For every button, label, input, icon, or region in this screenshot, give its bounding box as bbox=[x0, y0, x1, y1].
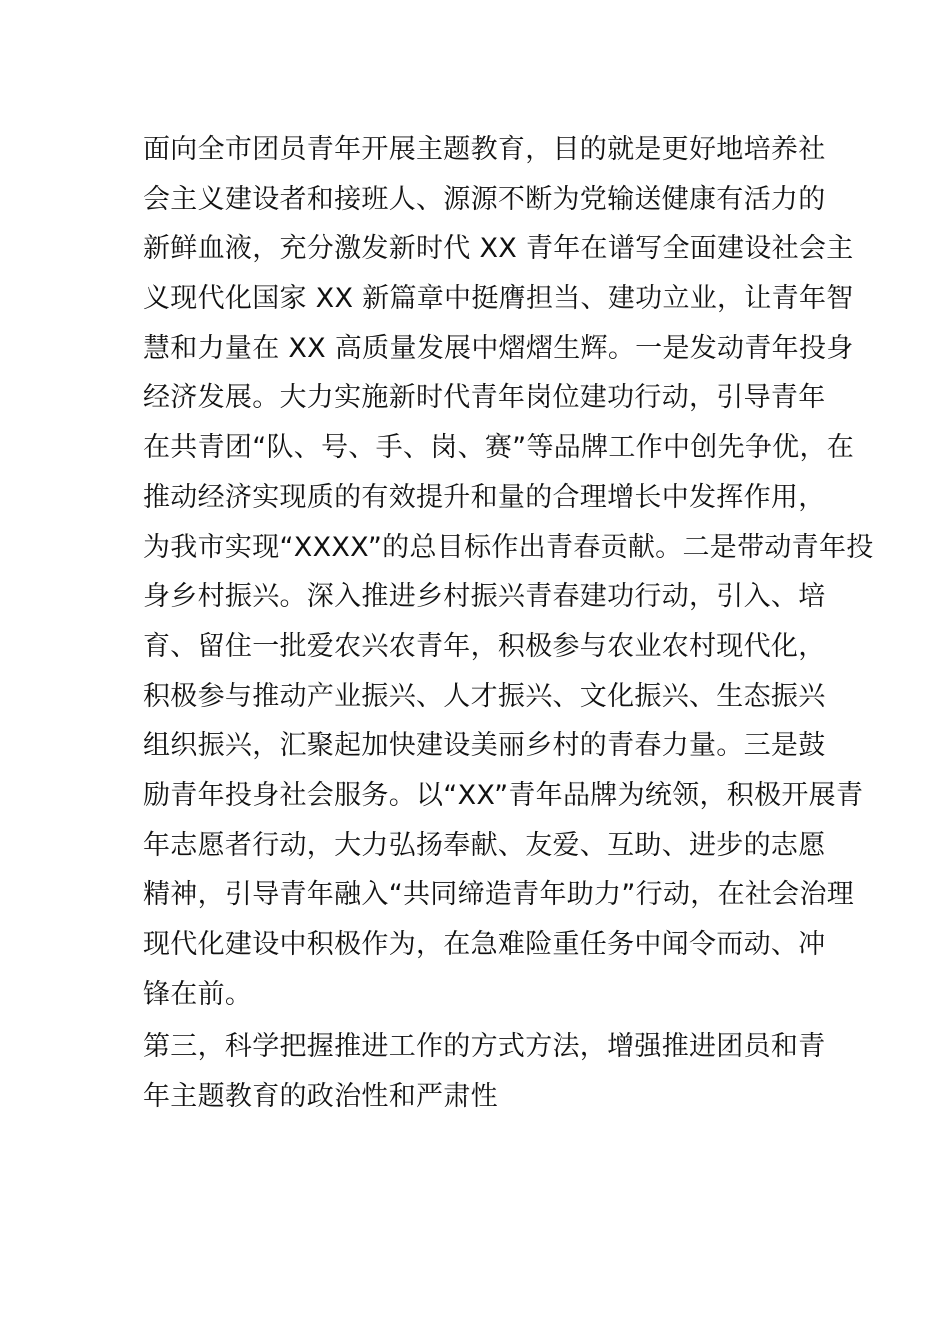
text-line: 精神，引导青年融入“共同缔造青年助力”行动，在社会治理 bbox=[143, 879, 855, 911]
text-line: 年志愿者行动，大力弘扬奉献、友爱、互助、进步的志愿 bbox=[143, 829, 826, 861]
text-line: 锋在前。 bbox=[143, 978, 253, 1010]
text-line: 现代化建设中积极作为，在急难险重任务中闻令而动、冲 bbox=[143, 929, 826, 960]
text-line: 为我市实现“XXXX”的总目标作出青春贡献。二是带动青年投 bbox=[143, 531, 874, 563]
text-line: 慧和力量在 XX 高质量发展中熠熠生辉。一是发动青年投身 bbox=[143, 332, 854, 364]
text-line: 励青年投身社会服务。以“XX”青年品牌为统领，积极开展青 bbox=[143, 779, 864, 811]
text-line: 经济发展。大力实施新时代青年岗位建功行动，引导青年 bbox=[143, 382, 826, 414]
text-line: 义现代化国家 XX 新篇章中挺膺担当、建功立业，让青年智 bbox=[143, 283, 854, 315]
text-line: 组织振兴，汇聚起加快建设美丽乡村的青春力量。三是鼓 bbox=[143, 730, 826, 762]
text-line: 育、留住一批爱农兴农青年，积极参与农业农村现代化， bbox=[143, 630, 826, 662]
section-heading-paragraph bbox=[143, 1022, 826, 1121]
text-line: 推动经济实现质的有效提升和量的合理增长中发挥作用， bbox=[143, 481, 826, 513]
body-paragraph bbox=[143, 125, 874, 1019]
text-line: 在共青团“队、号、手、岗、赛”等品牌工作中创先争优，在 bbox=[143, 432, 855, 464]
text-line: 面向全市团员青年开展主题教育，目的就是更好地培养社 bbox=[143, 134, 826, 165]
text-line: 新鲜血液，充分激发新时代 XX 青年在谱写全面建设社会主 bbox=[143, 233, 854, 265]
text-line: 年主题教育的政治性和严肃性 bbox=[143, 1080, 498, 1112]
text-line: 会主义建设者和接班人、源源不断为党输送健康有活力的 bbox=[143, 183, 826, 215]
text-line: 第三，科学把握推进工作的方式方法，增强推进团员和青 bbox=[143, 1031, 826, 1062]
text-line: 身乡村振兴。深入推进乡村振兴青春建功行动，引入、培 bbox=[143, 581, 826, 613]
text-line: 积极参与推动产业振兴、人才振兴、文化振兴、生态振兴 bbox=[143, 680, 826, 712]
